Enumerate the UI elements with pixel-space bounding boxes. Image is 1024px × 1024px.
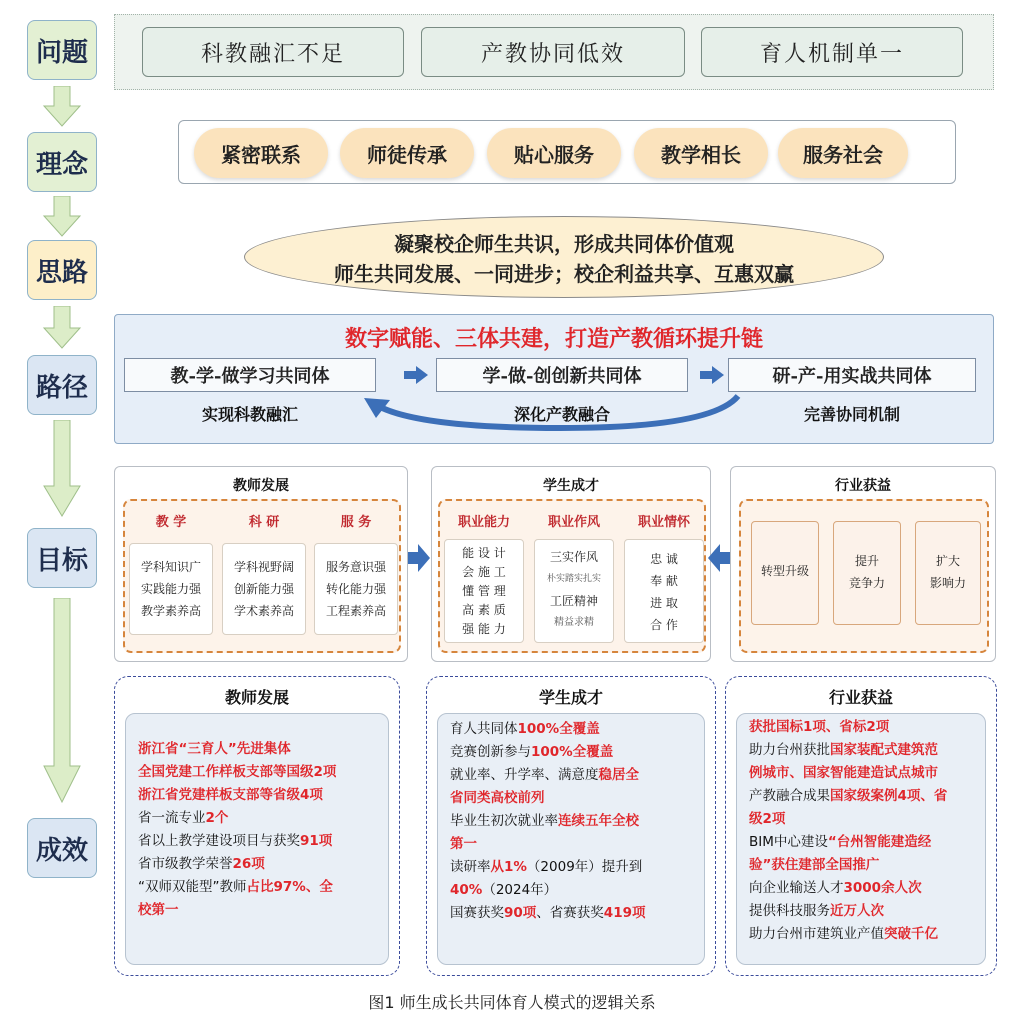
result-text: 、省赛获奖	[536, 905, 604, 921]
goal-box	[129, 543, 213, 635]
result-text: 向企业输送人才	[749, 880, 844, 896]
goal-inner	[438, 499, 706, 653]
result-text: 就业率、升学率、满意度	[450, 767, 599, 783]
goal-head: 职业能力	[457, 515, 510, 530]
goal-box	[751, 521, 819, 625]
goal-title: 教师发展	[233, 478, 289, 494]
down-arrow-3	[42, 306, 82, 350]
result-line	[749, 854, 973, 877]
goal-panel-student	[431, 466, 711, 662]
goal-head: 科 研	[248, 515, 280, 530]
result-list	[437, 713, 705, 965]
goal-inner	[123, 499, 401, 653]
label-problem: 问题	[27, 20, 97, 80]
goal-line: 学科知识广	[140, 560, 201, 574]
right-arrow-icon	[700, 366, 724, 384]
label-idea: 理念	[27, 132, 97, 192]
goal-line: 转化能力强	[325, 582, 386, 596]
problem-item: 科教融汇不足	[142, 27, 404, 77]
result-highlight: 近万人次	[830, 903, 884, 919]
result-highlight: 26项	[232, 856, 265, 872]
result-highlight: “台州智能建造经	[827, 834, 932, 850]
goal-line: 忠 诚	[650, 552, 678, 566]
goal-line: 合 作	[650, 618, 678, 632]
goal-line: 会 施 工	[462, 565, 506, 579]
result-line	[450, 856, 692, 879]
result-line	[749, 900, 973, 923]
goal-line: 能 设 计	[462, 546, 506, 560]
goal-head: 教 学	[155, 515, 187, 530]
result-highlight: 419项	[603, 905, 646, 921]
result-highlight: 91项	[300, 833, 333, 849]
goal-line: 朴实踏实扎实	[546, 574, 601, 584]
goal-line: 懂 管 理	[462, 584, 506, 598]
result-highlight: 从1%	[490, 859, 527, 875]
result-line	[450, 902, 692, 925]
result-highlight: 2个	[205, 810, 229, 826]
goal-line: 实践能力强	[140, 582, 201, 596]
goal-line: 工程素养高	[325, 604, 386, 618]
left-arrow-icon	[708, 544, 730, 572]
thinking-line-2: 师生共同发展、一同进步；校企利益共享、互惠双赢	[334, 262, 794, 286]
result-highlight: 稳居全	[598, 767, 639, 783]
result-line	[450, 787, 692, 810]
goal-box	[624, 539, 704, 643]
goal-box	[833, 521, 901, 625]
result-line	[450, 718, 692, 741]
result-line	[450, 764, 692, 787]
result-highlight: 突破千亿	[884, 926, 938, 942]
goal-head: 服 务	[340, 515, 372, 530]
result-line	[138, 830, 376, 853]
result-text: 助力台州市建筑业产值	[749, 926, 884, 942]
result-panel-student	[426, 676, 716, 976]
result-text: 省以上教学建设项目与获奖	[138, 833, 300, 849]
result-text: 读研率	[450, 859, 491, 875]
result-highlight: 占比97%、全	[246, 879, 333, 895]
result-line	[138, 784, 376, 807]
result-line	[749, 808, 973, 831]
result-line	[450, 833, 692, 856]
goal-line: 强 能 力	[462, 622, 506, 636]
result-line	[749, 831, 973, 854]
goal-line: 转型升级	[760, 564, 809, 578]
goal-head: 职业作风	[547, 515, 600, 530]
result-highlight: 例城市、国家智能建造试点城市	[749, 765, 938, 781]
figure-caption: 图1 师生成长共同体育人模式的逻辑关系	[368, 993, 656, 1012]
goal-box	[444, 539, 524, 643]
goal-box	[534, 539, 614, 643]
thinking-line-1: 凝聚校企师生共识，形成共同体价值观	[394, 232, 734, 256]
result-highlight: 获批国标1项、省标2项	[749, 719, 890, 735]
result-highlight: 连续五年全校	[558, 813, 639, 829]
result-highlight: 100%全覆盖	[517, 721, 600, 737]
goal-line: 竞争力	[848, 576, 885, 590]
goal-line: 影响力	[929, 576, 966, 590]
result-highlight: 浙江省党建样板支部等省级4项	[138, 787, 323, 803]
result-line	[138, 807, 376, 830]
label-goal: 目标	[27, 528, 97, 588]
result-line	[749, 785, 973, 808]
path-sub-2: 深化产教融合	[513, 405, 610, 424]
goal-panel-teacher	[114, 466, 408, 662]
result-highlight: 100%全覆盖	[531, 744, 614, 760]
result-highlight: 40%	[450, 882, 483, 898]
idea-pill: 贴心服务	[487, 128, 621, 178]
goal-line: 学科视野阔	[233, 560, 294, 574]
result-line	[749, 716, 973, 739]
right-arrow-icon	[408, 544, 430, 572]
goal-line: 学术素养高	[233, 604, 294, 618]
result-line	[450, 879, 692, 902]
result-line	[138, 853, 376, 876]
result-highlight: 全国党建工作样板支部等国级2项	[138, 764, 337, 780]
result-title: 教师发展	[224, 688, 289, 707]
down-arrow-5	[42, 598, 82, 808]
goal-line: 三实作风	[549, 550, 598, 564]
result-text: BIM中心建设	[749, 834, 828, 850]
path-sub-1: 实现科教融汇	[201, 405, 298, 424]
path-sub-3: 完善协同机制	[803, 405, 900, 424]
result-highlight: 国家装配式建筑范	[830, 742, 938, 758]
goal-line: 扩大	[935, 554, 960, 568]
goal-box	[314, 543, 398, 635]
goal-title: 行业获益	[835, 478, 891, 494]
goal-line: 教学素养高	[140, 604, 201, 618]
result-text: “双师双能型”教师	[138, 879, 247, 895]
idea-pill: 紧密联系	[194, 128, 328, 178]
goal-line: 高 素 质	[462, 603, 506, 617]
idea-pill: 教学相长	[634, 128, 768, 178]
result-title: 行业获益	[828, 688, 893, 707]
result-title: 学生成才	[538, 688, 603, 707]
idea-pill: 师徒传承	[340, 128, 474, 178]
problem-item: 产教协同低效	[421, 27, 685, 77]
result-line	[749, 739, 973, 762]
path-box-learning: 教-学-做学习共同体	[124, 358, 376, 392]
result-highlight: 省同类高校前列	[450, 790, 545, 806]
goal-head: 职业情怀	[637, 515, 690, 530]
result-highlight: 第一	[450, 836, 477, 852]
result-panel-teacher	[114, 676, 400, 976]
label-thinking: 思路	[27, 240, 97, 300]
problem-item: 育人机制单一	[701, 27, 963, 77]
goal-line: 精益求精	[554, 617, 594, 628]
right-arrow-icon	[404, 366, 428, 384]
result-text: （2009年）提升到	[526, 859, 643, 875]
goal-line: 提升	[854, 554, 879, 568]
goal-box	[222, 543, 306, 635]
result-line	[138, 761, 376, 784]
result-highlight: 90项	[504, 905, 537, 921]
result-list	[736, 713, 986, 965]
label-path: 路径	[27, 355, 97, 415]
idea-pill: 服务社会	[778, 128, 908, 178]
result-text: 竞赛创新参与	[450, 744, 531, 760]
result-line	[138, 899, 376, 922]
goal-panel-industry	[730, 466, 996, 662]
goal-inner	[739, 499, 989, 653]
result-line	[749, 877, 973, 900]
result-text: （2024年）	[482, 882, 558, 898]
result-text: 省一流专业	[138, 810, 206, 826]
result-line	[138, 876, 376, 899]
result-highlight: 国家级案例4项、省	[830, 788, 948, 804]
goal-line: 创新能力强	[233, 582, 294, 596]
goal-line: 进 取	[650, 596, 678, 610]
result-highlight: 校第一	[138, 902, 179, 918]
result-text: 国赛获奖	[450, 905, 504, 921]
result-line	[749, 762, 973, 785]
result-line	[450, 810, 692, 833]
label-result: 成效	[27, 818, 97, 878]
result-text: 产教融合成果	[749, 788, 830, 804]
result-panel-industry	[725, 676, 997, 976]
goal-line: 服务意识强	[325, 560, 386, 574]
path-box-innovation: 学-做-创创新共同体	[436, 358, 688, 392]
down-arrow-4	[42, 420, 82, 520]
result-text: 省市级教学荣誉	[138, 856, 233, 872]
path-box-practice: 研-产-用实战共同体	[728, 358, 976, 392]
result-line	[749, 923, 973, 946]
result-text: 提供科技服务	[749, 903, 830, 919]
goal-line: 奉 献	[650, 574, 678, 588]
result-text: 毕业生初次就业率	[450, 813, 558, 829]
goal-title: 学生成才	[543, 478, 599, 494]
result-list	[125, 713, 389, 965]
goal-box	[915, 521, 981, 625]
result-line	[450, 741, 692, 764]
result-text: 助力台州获批	[749, 742, 830, 758]
result-highlight: 3000余人次	[843, 880, 922, 896]
result-line	[138, 738, 376, 761]
result-text: 育人共同体	[450, 721, 518, 737]
result-highlight: 浙江省“三育人”先进集体	[138, 741, 291, 757]
path-title: 数字赋能、三体共建，打造产教循环提升链	[344, 327, 763, 352]
down-arrow-1	[42, 86, 82, 128]
down-arrow-2	[42, 196, 82, 238]
result-highlight: 级2项	[749, 811, 786, 827]
result-highlight: 验”获住建部全国推广	[749, 857, 880, 873]
goal-line: 工匠精神	[549, 594, 598, 608]
